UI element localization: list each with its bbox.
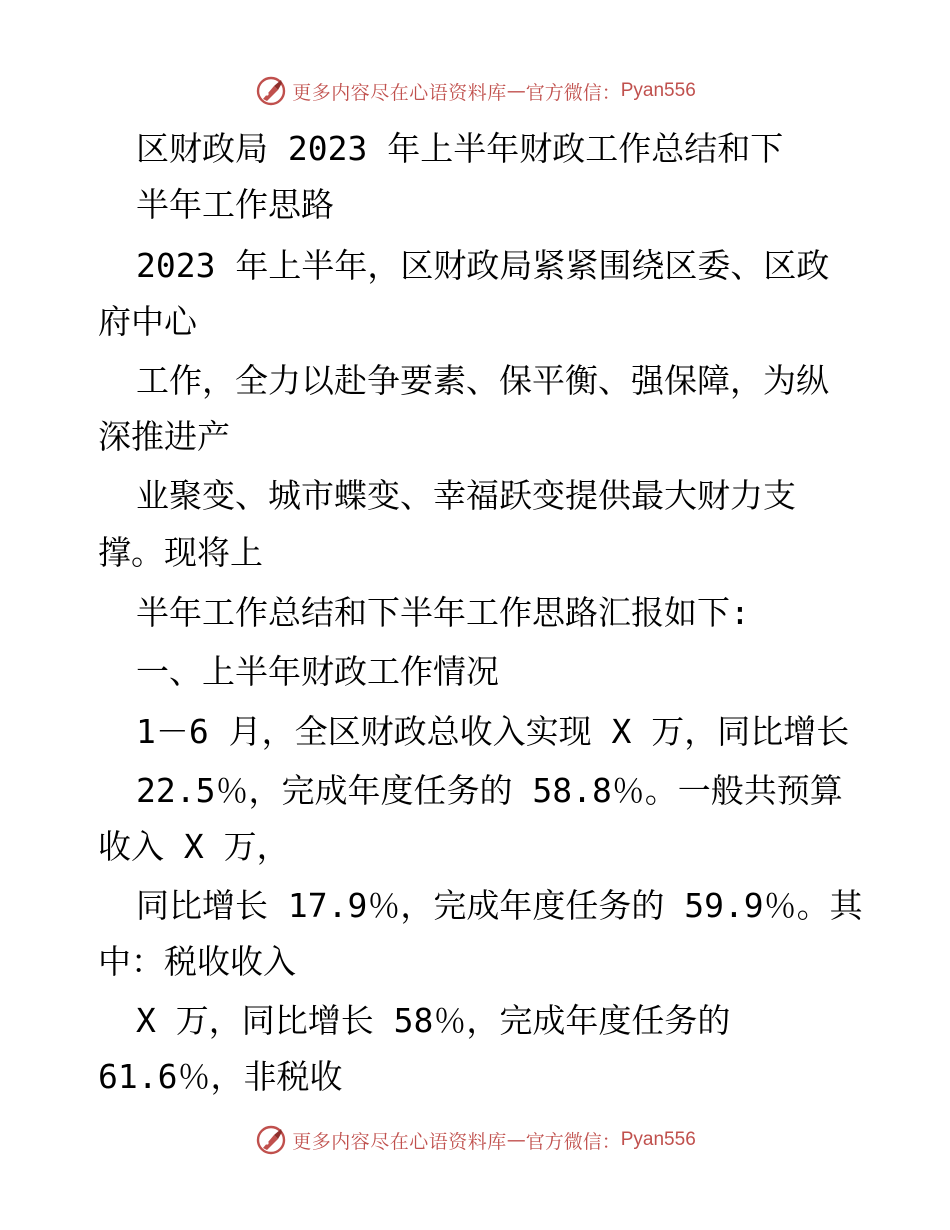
section-heading: 一、上半年财政工作情况 bbox=[136, 652, 499, 691]
document-title-line-2: 半年工作思路 bbox=[136, 185, 334, 224]
paragraph-line: 业聚变、城市蝶变、幸福跃变提供最大财力支 bbox=[136, 476, 796, 515]
paragraph-line: 2023 年上半年，区财政局紧紧围绕区委、区政 bbox=[136, 246, 830, 285]
paragraph-line: 府中心 bbox=[98, 302, 197, 341]
paragraph-line: 中：税收收入 bbox=[98, 942, 296, 981]
watermark-label: 官方微信： bbox=[525, 81, 621, 104]
header-watermark bbox=[0, 71, 950, 111]
watermark-id: Pyan556 bbox=[620, 1129, 696, 1150]
watermark-dash: — bbox=[506, 1129, 526, 1151]
paragraph-line: 半年工作总结和下半年工作思路汇报如下: bbox=[136, 593, 750, 632]
paragraph-line: 同比增长 17.9％，完成年度任务的 59.9％。其 bbox=[136, 886, 863, 925]
paragraph-line: 撑。现将上 bbox=[98, 533, 263, 572]
paragraph-line: 61.6％，非税收 bbox=[98, 1057, 343, 1096]
paragraph-line: 收入 X 万， bbox=[98, 827, 290, 866]
paragraph-line: 工作，全力以赴争要素、保平衡、强保障，为纵 bbox=[136, 361, 829, 400]
pen-nib-logo-icon bbox=[254, 74, 288, 108]
footer-watermark bbox=[0, 1120, 950, 1160]
pen-nib-logo-icon bbox=[254, 1123, 288, 1157]
paragraph-line: X 万，同比增长 58％，完成年度任务的 bbox=[136, 1001, 731, 1040]
watermark-id: Pyan556 bbox=[620, 80, 696, 101]
watermark-dash: — bbox=[506, 80, 526, 102]
paragraph-line: 深推进产 bbox=[98, 417, 230, 456]
watermark-label: 官方微信： bbox=[525, 1130, 621, 1153]
paragraph-line: 22.5％，完成年度任务的 58.8％。一般共预算 bbox=[136, 771, 843, 810]
watermark-brand: 更多内容尽在心语资料库 bbox=[292, 81, 507, 104]
document-title-line-1: 区财政局 2023 年上半年财政工作总结和下 bbox=[136, 129, 784, 168]
paragraph-line: 1－6 月，全区财政总收入实现 X 万，同比增长 bbox=[136, 712, 850, 751]
watermark-brand: 更多内容尽在心语资料库 bbox=[292, 1130, 507, 1153]
